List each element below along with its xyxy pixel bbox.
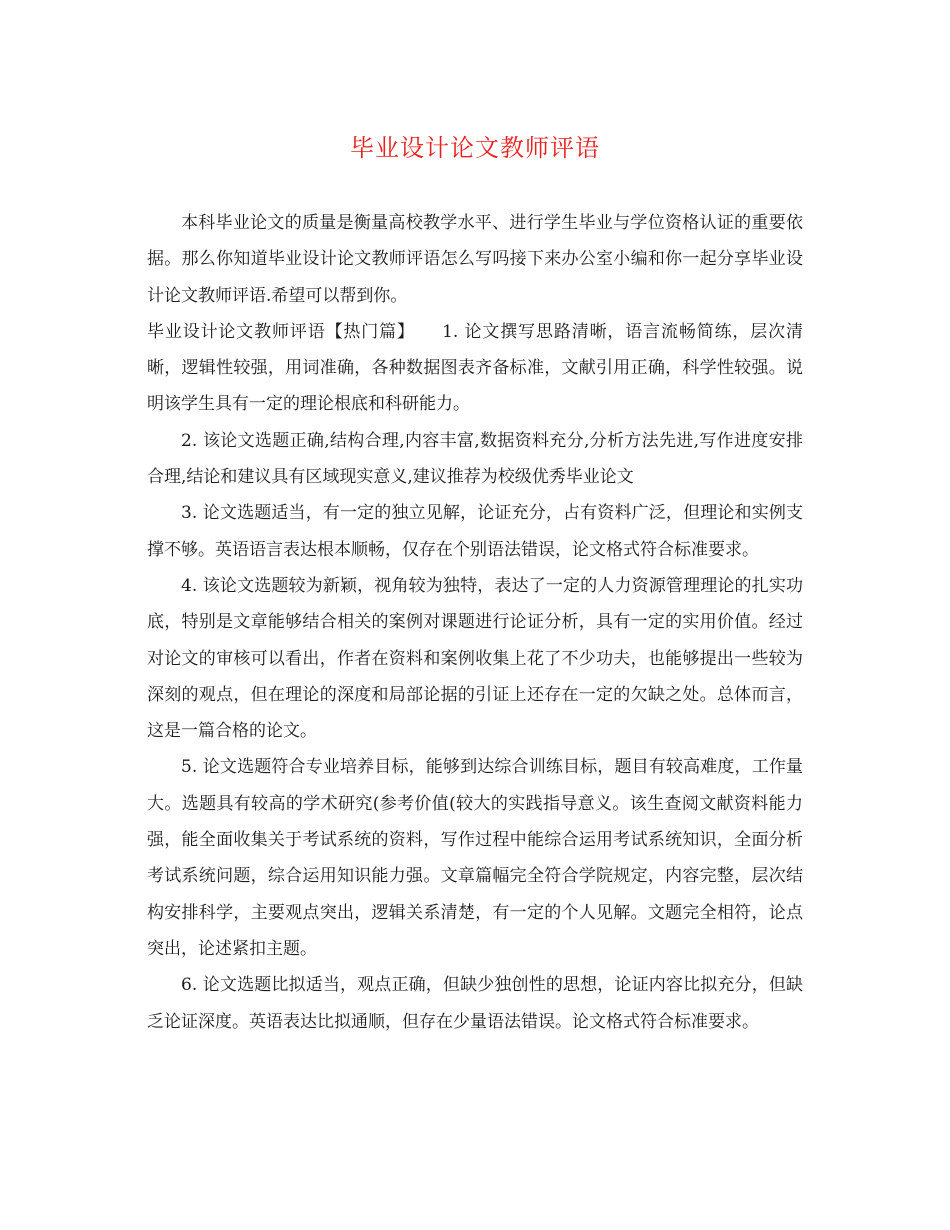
paragraph-item-5: 5. 论文选题符合专业培养目标，能够到达综合训练目标，题目有较高难度，工作量大。选题具有较高的学术研究(参考价值(较大的实践指导意义。该生查阅文献资料能力强，能全面收集关于考试系统的资料，写作过程中能综合运用考试系统知识，全面分析考试系统问题，综合运用知识能力强。文章篇幅完全符合学院规定，内容完整，层次结构安排科学，主要观点突出，逻辑关系清楚，有一定的个人见解。文题完全相符，论点突出，论述紧扣主题。 [147, 757, 803, 959]
paragraph-intro: 本科毕业论文的质量是衡量高校教学水平、进行学生毕业与学位资格认证的重要依据。那么你知道毕业设计论文教师评语怎么写吗接下来办公室小编和你一起分享毕业设计论文教师评语.希望可以帮到你。 [147, 213, 803, 306]
paragraph-item-4: 4. 该论文选题较为新颖，视角较为独特，表达了一定的人力资源管理理论的扎实功底，特别是文章能够结合相关的案例对课题进行论证分析，具有一定的实用价值。经过对论文的审核可以看出，作者在资料和案例收集上花了不少功夫，也能够提出一些较为深刻的观点，但在理论的深度和局部论据的引证上还存在一定的欠缺之处。总体而言，这是一篇合格的论文。 [147, 575, 803, 742]
document-title: 毕业设计论文教师评语 [350, 134, 600, 162]
document-body [147, 205, 803, 1040]
paragraph-item-6: 6. 论文选题比拟适当，观点正确，但缺少独创性的思想，论证内容比拟充分，但缺乏论证深度。英语表达比拟通顺，但存在少量语法错误。论文格式符合标准要求。 [147, 975, 803, 1032]
paragraph-section-heading-item-1: 毕业设计论文教师评语【热门篇】 1. 论文撰写思路清晰，语言流畅简练，层次清晰，逻辑性较强，用词准确，各种数据图表齐备标准，文献引用正确，科学性较强。说明该学生具有一定的理论根底和科研能力。 [147, 321, 803, 415]
paragraph-item-3: 3. 论文选题适当，有一定的独立见解，论证充分，占有资料广泛，但理论和实例支撑不够。英语语言表达根本顺畅，仅存在个别语法错误，论文格式符合标准要求。 [147, 503, 803, 560]
paragraph-item-2: 2. 该论文选题正确,结构合理,内容丰富,数据资料充分,分析方法先进,写作进度安排合理,结论和建议具有区域现实意义,建议推荐为校级优秀毕业论文 [147, 430, 803, 488]
